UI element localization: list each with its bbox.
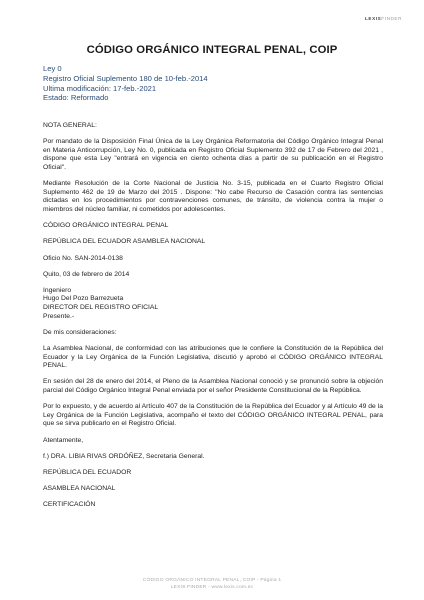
paragraph-3: CÓDIGO ORGÁNICO INTEGRAL PENAL	[43, 222, 169, 230]
paragraph-6: Quito, 03 de febrero de 2014	[43, 270, 130, 278]
paragraph-12: f.) DRA. LIBIA RIVAS ORDÓÑEZ, Secretaria General.	[43, 452, 205, 460]
meta-status: Estado: Reformado	[43, 93, 109, 103]
footer-page-info: CÓDIGO ORGÁNICO INTEGRAL PENAL, COIP - Página 1	[142, 578, 282, 583]
addressee-line: DIRECTOR DEL REGISTRO OFICIAL	[43, 304, 159, 312]
document-metadata	[43, 64, 208, 103]
addressee-block	[43, 287, 383, 321]
paragraph-13: REPÚBLICA DEL ECUADOR	[43, 468, 132, 476]
paragraph-2: Mediante Resolución de la Corte Nacional de Justicia No. 3-15, publicada en el Cuarto Registro Oficial Suplemento 462 de 19 de Marzo del 2015 . Dispone: "No cabe Recurso de Casación contra las sentencias dictadas en los procedimientos por contravenciones comunes, de tránsito, de violencia contra la mujer o miembros del núcleo familiar, ni cometidos por adolescentes.	[43, 180, 383, 213]
paragraph-8: La Asamblea Nacional, de conformidad con las atribuciones que le confiere la Constitución de la República del Ecuador y la Ley Orgánica de la Función Legislativa, discutió y aprobó el CÓDIGO ORGÁNICO INTEGRAL PENAL.	[43, 345, 383, 370]
paragraph-7: De mis consideraciones:	[43, 328, 117, 336]
logo-main-text: LEXIS	[365, 16, 382, 21]
paragraph-15: CERTIFICACIÓN	[43, 501, 96, 509]
paragraph-14: ASAMBLEA NACIONAL	[43, 485, 116, 493]
paragraph-4: REPÚBLICA DEL ECUADOR ASAMBLEA NACIONAL	[43, 238, 206, 246]
footer-site: LEXIS FINDER - www.lexis.com.ec	[170, 585, 254, 590]
lexis-finder-logo	[365, 16, 402, 21]
page-footer	[0, 577, 424, 591]
addressee-line: Ingeniero	[43, 286, 72, 294]
paragraph-nota-general: NOTA GENERAL:	[43, 122, 97, 129]
document-title: CÓDIGO ORGÁNICO INTEGRAL PENAL, COIP	[86, 44, 338, 56]
document-body	[43, 122, 383, 518]
meta-registro-oficial: Registro Oficial Suplemento 180 de 10-feb.-2014	[43, 73, 208, 83]
paragraph-5: Oficio No. SAN-2014-0138	[43, 254, 123, 262]
paragraph-11: Atentamente,	[43, 436, 84, 444]
meta-law-number: Ley 0	[43, 64, 62, 73]
addressee-line: Hugo Del Pozo Barrezueta	[43, 295, 124, 303]
logo-sub-text: FINDER	[381, 16, 402, 21]
paragraph-1: Por mandato de la Disposición Final Única de la Ley Orgánica Reformatoria del Código Orgánico Integral Penal en Materia Anticorrupción, Ley No. 0, publicada en Registro Oficial Suplemento 392 de 17 de Febrero del 2021 , dispone que esta Ley "entrará en vigencia en ciento ochenta días a partir de su publicación en el Registro Oficial".	[43, 138, 383, 171]
paragraph-10: Por lo expuesto, y de acuerdo al Artículo 407 de la Constitución de la República del Ecuador y al Artículo 49 de la Ley Orgánica de la Función Legislativa, acompaño el texto del CÓDIGO ORGÁNICO INTEGRAL PENAL, para que se sirva publicarlo en el Registro Oficial.	[43, 403, 383, 428]
paragraph-9: En sesión del 28 de enero del 2014, el Pleno de la Asamblea Nacional conoció y se pronunció sobre la objeción parcial del Código Orgánico Integral Penal enviada por el señor Presidente Constitucional de la República.	[43, 378, 383, 394]
addressee-line: Presente.-	[43, 312, 75, 320]
meta-last-modified: Ultima modificación: 17-feb.-2021	[43, 83, 157, 93]
